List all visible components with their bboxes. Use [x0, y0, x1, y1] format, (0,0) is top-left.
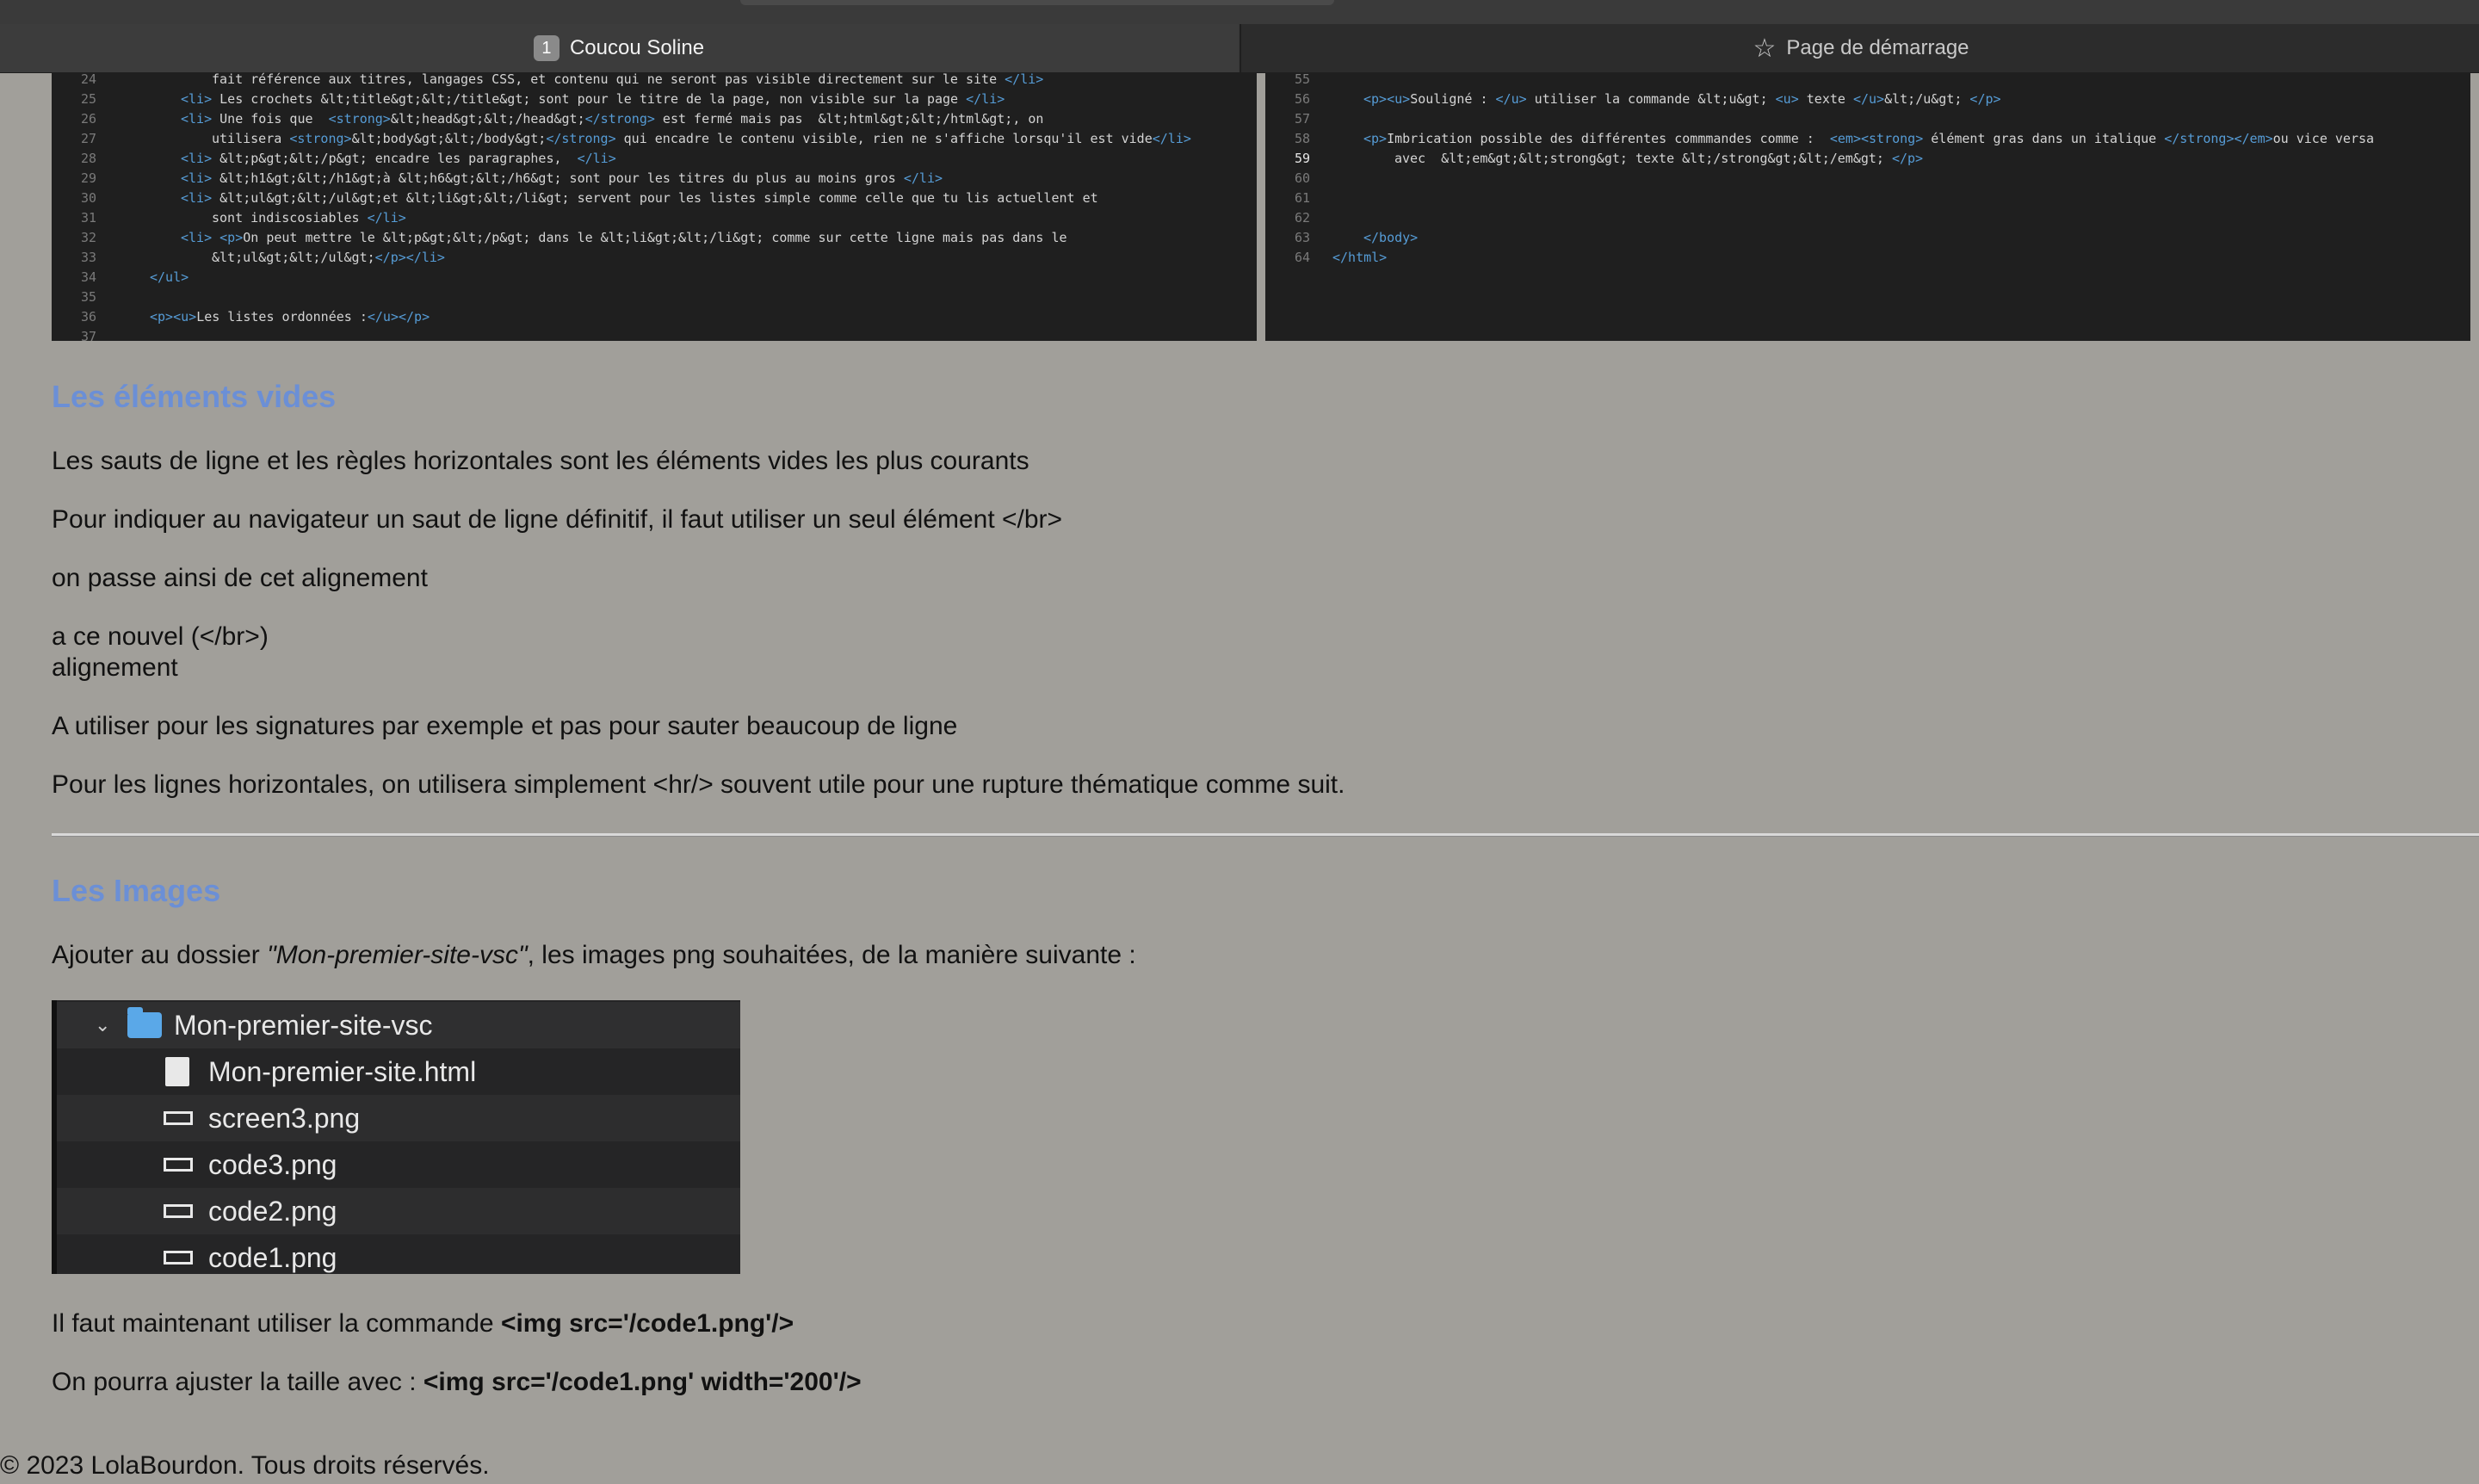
code-text: </html> [1332, 250, 1388, 265]
paragraph-command [52, 1309, 794, 1339]
code-line [52, 248, 445, 268]
code-line [52, 149, 616, 169]
image-icon [164, 1111, 193, 1125]
heading-images: Les Images [52, 873, 221, 908]
code-line [52, 109, 1043, 129]
code-line [52, 90, 1005, 109]
line-number: 36 [80, 309, 96, 325]
code-line [52, 72, 1043, 90]
code-line [1265, 129, 2374, 149]
code-line [52, 268, 189, 288]
line-number: 58 [1294, 131, 1310, 146]
line-number: 56 [1294, 91, 1310, 107]
explorer-file-row [57, 1048, 740, 1095]
line-number: 60 [1294, 170, 1310, 186]
file-label: code1.png [208, 1241, 337, 1273]
file-explorer-screenshot [52, 1000, 740, 1274]
paragraph: a ce nouvel (</br>) [52, 622, 269, 651]
paragraph: alignement [52, 653, 178, 682]
code-line [52, 129, 1191, 149]
star-icon: ☆ [1753, 34, 1777, 63]
heading-elements-vides: Les éléments vides [52, 379, 337, 414]
code-line [1265, 228, 1418, 248]
code-text: <p><u>Les listes ordonnées :</u></p> [150, 309, 430, 325]
line-number: 57 [1294, 111, 1310, 127]
code-line [52, 327, 119, 341]
footer-copyright: © 2023 LolaBourdon. Tous droits réservés. [0, 1451, 490, 1480]
line-number: 34 [80, 269, 96, 285]
line-number: 55 [1294, 72, 1310, 87]
code-text: <p><u>Souligné : </u> utiliser la commande &lt;u&gt; <u> texte </u>&lt;/u&gt; </p> [1363, 91, 2001, 107]
code-line [1265, 189, 1332, 208]
line-number: 32 [80, 230, 96, 245]
code-line [1265, 169, 1332, 189]
code-line [1265, 208, 1332, 228]
code-text: <li> Une fois que <strong>&lt;head&gt;&lt;/head&gt;</strong> est fermé mais pas &lt;html&gt;&lt;/html&gt;, on [181, 111, 1044, 127]
code-line [52, 169, 943, 189]
image-icon [164, 1251, 193, 1264]
tab-bar [0, 0, 2479, 73]
code-line [52, 307, 430, 327]
explorer-file-row [57, 1095, 740, 1141]
line-number: 31 [80, 210, 96, 226]
code-text: </body> [1363, 230, 1419, 245]
line-number: 29 [80, 170, 96, 186]
command-label: On pourra ajuster la taille avec : [52, 1368, 423, 1396]
paragraph: Les sauts de ligne et les règles horizontales sont les éléments vides les plus courants [52, 447, 1029, 475]
code-text: </ul> [150, 269, 189, 285]
code-line [1265, 72, 1332, 90]
code-line [52, 189, 1098, 208]
code-line [1265, 109, 1332, 129]
line-number: 30 [80, 190, 96, 206]
line-number: 25 [80, 91, 96, 107]
line-number: 27 [80, 131, 96, 146]
line-number: 63 [1294, 230, 1310, 245]
line-number: 62 [1294, 210, 1310, 226]
line-number: 26 [80, 111, 96, 127]
code-text: &lt;ul&gt;&lt;/ul&gt;</p></li> [212, 250, 445, 265]
intro-text: , les images png souhaitées, de la manière suivante : [527, 941, 1136, 969]
paragraph-intro [52, 941, 1136, 970]
explorer-file-row [57, 1188, 740, 1234]
code-screenshot-left [52, 72, 1257, 341]
line-number: 64 [1294, 250, 1310, 265]
tab-page-de-demarrage[interactable] [1240, 24, 2479, 72]
line-number: 28 [80, 151, 96, 166]
line-number: 24 [80, 72, 96, 87]
tab-number-badge: 1 [534, 35, 559, 61]
file-icon [165, 1057, 189, 1086]
image-icon [164, 1158, 193, 1172]
image-icon [164, 1204, 193, 1218]
line-number: 33 [80, 250, 96, 265]
tab-label: Page de démarrage [1786, 36, 1969, 59]
explorer-folder-row [57, 1002, 740, 1048]
code-text: <li> &lt;p&gt;&lt;/p&gt; encadre les paragraphes, </li> [181, 151, 616, 166]
window-top-strip [740, 0, 1334, 5]
tab-label: Coucou Soline [569, 36, 705, 59]
code-text: <li> &lt;h1&gt;&lt;/h1&gt;à &lt;h6&gt;&lt;/h6&gt; sont pour les titres du plus au moins gros </li> [181, 170, 943, 186]
line-number: 61 [1294, 190, 1310, 206]
file-label: code2.png [208, 1195, 337, 1227]
line-number: 59 [1294, 151, 1310, 166]
command-code: <img src='/code1.png'/> [500, 1309, 794, 1338]
paragraph: on passe ainsi de cet alignement [52, 564, 428, 592]
explorer-file-row [57, 1234, 740, 1281]
code-line [52, 288, 119, 307]
code-line [52, 228, 1067, 248]
folder-label: Mon-premier-site-vsc [174, 1009, 433, 1041]
code-text: <p>Imbrication possible des différentes commmandes comme : <em><strong> élément gras dans un italique </strong></em>ou vice versa [1363, 131, 2375, 146]
chevron-down-icon: ⌄ [95, 1014, 111, 1036]
folder-icon [127, 1012, 162, 1038]
file-label: code3.png [208, 1148, 337, 1180]
code-screenshot-right [1265, 72, 2470, 341]
code-text: <li> <p>On peut mettre le &lt;p&gt;&lt;/p&gt; dans le &lt;li&gt;&lt;/li&gt; comme sur cette ligne mais pas dans le [181, 230, 1067, 245]
file-label: screen3.png [208, 1102, 361, 1134]
code-text: utilisera <strong>&lt;body&gt;&lt;/body&gt;</strong> qui encadre le contenu visible, rien ne s'affiche lorsqu'il est vide</li> [212, 131, 1191, 146]
paragraph: Pour indiquer au navigateur un saut de ligne définitif, il faut utiliser un seul élément </br> [52, 505, 1063, 534]
code-text: fait référence aux titres, langages CSS, et contenu qui ne seront pas visible directement sur le site </li> [212, 72, 1044, 87]
code-text: <li> &lt;ul&gt;&lt;/ul&gt;et &lt;li&gt;&lt;/li&gt; servent pour les listes simple comme celle que tu lis actuellent et [181, 190, 1098, 206]
paragraph: A utiliser pour les signatures par exemple et pas pour sauter beaucoup de ligne [52, 712, 958, 740]
explorer-file-row [57, 1141, 740, 1188]
folder-name: "Mon-premier-site-vsc" [267, 941, 528, 969]
code-text: avec &lt;em&gt;&lt;strong&gt; texte &lt;/strong&gt;&lt;/em&gt; </p> [1394, 151, 1924, 166]
paragraph-command [52, 1368, 862, 1397]
command-code: <img src='/code1.png' width='200'/> [423, 1368, 862, 1396]
code-line [1265, 248, 1387, 268]
code-line [1265, 149, 1923, 169]
code-line [52, 208, 406, 228]
code-text: <li> Les crochets &lt;title&gt;&lt;/title&gt; sont pour le titre de la page, non visible sur la page </li> [181, 91, 1005, 107]
paragraph: Pour les lignes horizontales, on utilisera simplement <hr/> souvent utile pour une rupture thématique comme suit. [52, 770, 1345, 799]
intro-text: Ajouter au dossier [52, 941, 268, 969]
code-line [1265, 90, 2001, 109]
line-number: 35 [80, 289, 96, 305]
line-number: 37 [80, 329, 96, 341]
horizontal-rule [52, 833, 2479, 837]
command-label: Il faut maintenant utiliser la commande [52, 1309, 501, 1338]
tab-coucou-soline[interactable] [0, 24, 1238, 72]
file-label: Mon-premier-site.html [208, 1055, 477, 1087]
code-text: sont indiscosiables </li> [212, 210, 406, 226]
